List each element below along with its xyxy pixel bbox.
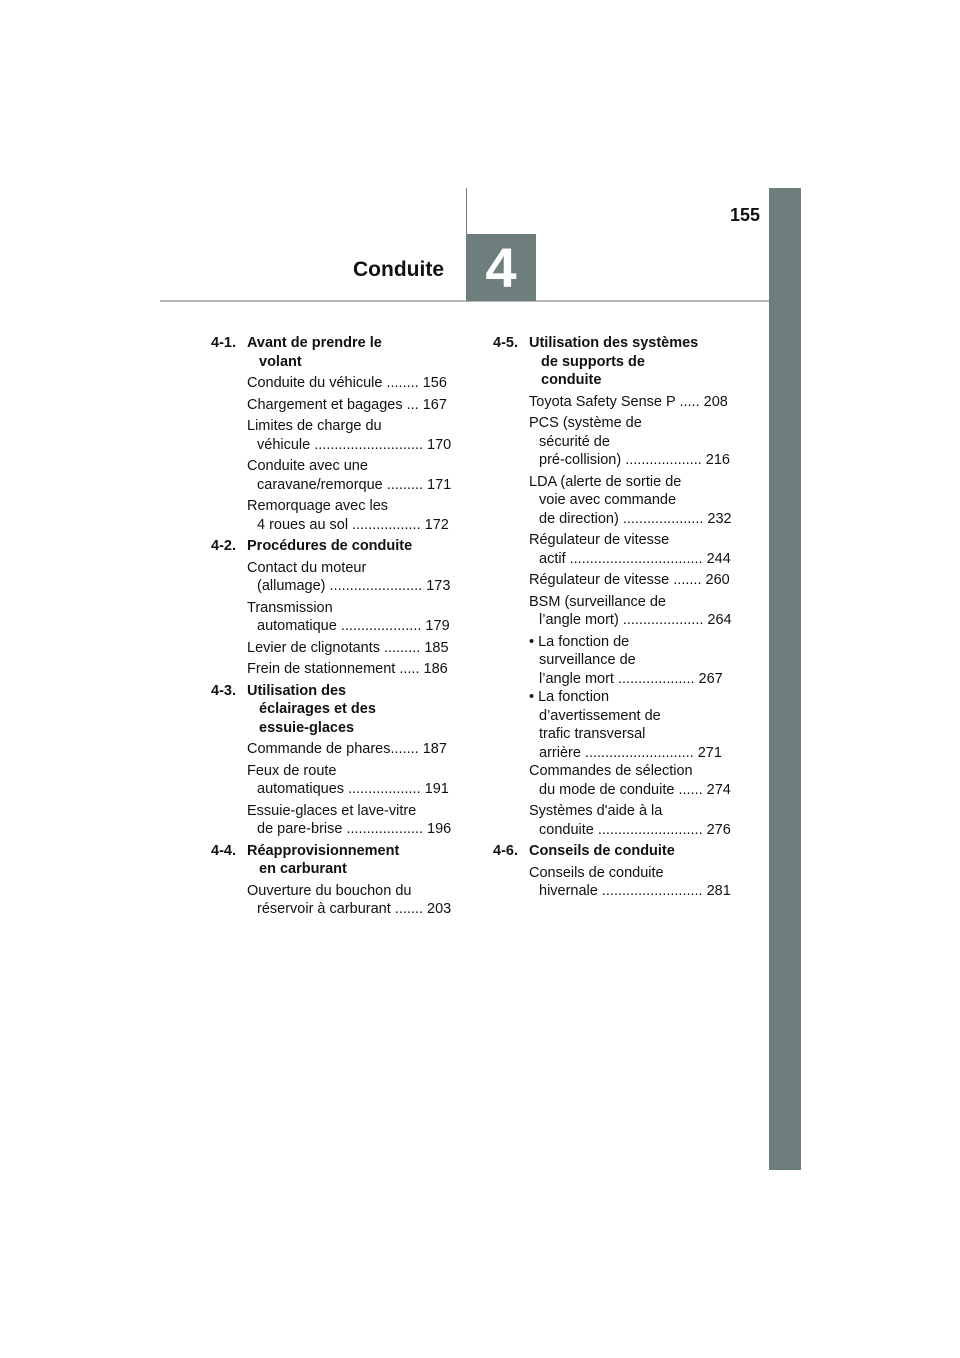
- section-title: [529, 334, 743, 390]
- toc-entry-line: BSM (surveillance de: [529, 593, 666, 610]
- toc-entry-line: Régulateur de vitesse ....... 260: [529, 572, 730, 588]
- section-number: 4-1.: [211, 335, 236, 351]
- toc-entry[interactable]: [529, 393, 743, 412]
- chapter-title: Conduite: [353, 258, 444, 281]
- section-title-line: conduite: [541, 372, 602, 388]
- toc-subentry[interactable]: [529, 688, 743, 762]
- toc-column-right: [493, 334, 743, 904]
- toc-entry[interactable]: [247, 396, 461, 415]
- section-number: 4-6.: [493, 843, 518, 859]
- toc-entry[interactable]: [247, 802, 461, 839]
- toc-entry[interactable]: [247, 559, 461, 596]
- toc-subentry[interactable]: [529, 633, 743, 689]
- toc-entry-line: Commande de phares....... 187: [247, 741, 447, 757]
- section-title: [529, 842, 743, 861]
- toc-entry-line: Transmission: [247, 599, 333, 616]
- section-title: [247, 682, 461, 738]
- toc-entry-line: Feux de route: [247, 762, 337, 779]
- toc-entry-line: Levier de clignotants ......... 185: [247, 639, 449, 656]
- toc-entry-line: actif ................................. 244: [539, 550, 731, 567]
- toc-entry-line: sécurité de: [539, 433, 610, 450]
- toc-entry[interactable]: [247, 497, 461, 534]
- toc-entry-line: trafic transversal: [539, 726, 646, 742]
- toc-entry[interactable]: [529, 473, 743, 529]
- toc-entry[interactable]: [247, 882, 461, 919]
- toc-entry[interactable]: [247, 660, 461, 679]
- section-title-line: de supports de: [541, 353, 645, 370]
- section-title: [247, 334, 461, 371]
- section-title-line: essuie-glaces: [259, 719, 355, 736]
- toc-entry-line: Conduite avec une: [247, 458, 368, 474]
- toc-entry[interactable]: [247, 457, 461, 494]
- toc-section: [211, 682, 461, 839]
- section-number: 4-4.: [211, 842, 236, 859]
- toc-entry[interactable]: [529, 593, 743, 630]
- section-number: 4-3.: [211, 682, 236, 699]
- section-title-line: Procédures de conduite: [247, 538, 413, 554]
- header-horizontal-rule: [160, 300, 769, 302]
- toc-entry[interactable]: [247, 639, 461, 658]
- toc-entry-line: Contact du moteur: [247, 559, 367, 576]
- toc-entry-line: Essuie-glaces et lave-vitre: [247, 802, 417, 819]
- section-heading: [211, 334, 461, 371]
- toc-entry-line: 4 roues au sol ................. 172: [257, 516, 449, 533]
- toc-entry-line: Conduite du véhicule ........ 156: [247, 375, 447, 391]
- toc-entry[interactable]: [247, 740, 461, 759]
- toc-entry-line: Toyota Safety Sense P ..... 208: [529, 393, 728, 410]
- toc-entry[interactable]: [529, 762, 743, 799]
- toc-entry-line: • La fonction: [529, 688, 743, 707]
- section-number: 4-5.: [493, 335, 518, 351]
- toc-entry-line: de pare-brise ................... 196: [257, 821, 452, 837]
- toc-entry[interactable]: [529, 571, 743, 590]
- toc-entry[interactable]: [529, 802, 743, 839]
- toc-entry-line: pré-collision) ................... 216: [539, 452, 730, 468]
- toc-section: [493, 842, 743, 901]
- toc-entry-line: arrière ........................... 271: [539, 744, 722, 761]
- section-heading: [211, 682, 461, 738]
- section-title-line: en carburant: [259, 861, 347, 877]
- toc-entry-line: de direction) .................... 232: [539, 510, 732, 527]
- toc-entry-line: l’angle mort ................... 267: [539, 670, 723, 687]
- toc-entry[interactable]: [529, 531, 743, 568]
- toc-entry-line: hivernale ......................... 281: [539, 883, 731, 899]
- section-heading: [211, 537, 461, 556]
- toc-column-left: [211, 334, 461, 922]
- toc-entry-line: du mode de conduite ...... 274: [539, 781, 731, 798]
- chapter-side-tab: [769, 188, 801, 1170]
- toc-entry-line: Régulateur de vitesse: [529, 532, 670, 548]
- section-heading: [211, 842, 461, 879]
- toc-section: [211, 334, 461, 534]
- toc-entry-line: conduite .......................... 276: [539, 821, 731, 838]
- section-heading: [493, 842, 743, 861]
- section-title-line: éclairages et des: [259, 701, 376, 717]
- toc-entry-line: • La fonction de: [529, 633, 743, 652]
- toc-entry-line: Frein de stationnement ..... 186: [247, 661, 448, 677]
- toc-entry-line: véhicule ........................... 170: [257, 436, 452, 453]
- toc-entry-line: voie avec commande: [539, 492, 677, 508]
- section-title: [247, 842, 461, 879]
- toc-section: [211, 537, 461, 679]
- toc-entry[interactable]: [247, 417, 461, 454]
- section-title-line: Conseils de conduite: [529, 843, 675, 859]
- section-title-line: Réapprovisionnement: [247, 842, 400, 859]
- section-title-line: Avant de prendre le: [247, 335, 382, 351]
- toc-entry[interactable]: [247, 762, 461, 799]
- toc-section: [211, 842, 461, 919]
- toc-entry-line: automatiques .................. 191: [257, 781, 449, 797]
- section-number: 4-2.: [211, 538, 236, 554]
- header-vertical-rule: [466, 188, 467, 234]
- toc-entry-line: Remorquage avec les: [247, 498, 389, 514]
- toc-entry-line: Commandes de sélection: [529, 763, 693, 779]
- page-number: 155: [729, 205, 760, 225]
- toc-entry-line: d’avertissement de: [539, 707, 661, 724]
- toc-entry-line: Systèmes d'aide à la: [529, 803, 663, 819]
- toc-entry[interactable]: [529, 864, 743, 901]
- toc-entry-line: Ouverture du bouchon du: [247, 882, 412, 899]
- chapter-number-box: 4: [466, 234, 536, 301]
- toc-entry-line: l’angle mort) .................... 264: [539, 612, 732, 628]
- toc-entry-line: Conseils de conduite: [529, 864, 664, 881]
- section-title-line: volant: [259, 353, 302, 370]
- toc-section: [493, 334, 743, 839]
- toc-entry[interactable]: [247, 599, 461, 636]
- toc-entry-line: Chargement et bagages ... 167: [247, 396, 447, 413]
- toc-entry-line: réservoir à carburant ....... 203: [257, 901, 452, 917]
- toc-entry-line: LDA (alerte de sortie de: [529, 473, 682, 490]
- toc-entry-line: Limites de charge du: [247, 418, 382, 434]
- section-title: [247, 537, 461, 556]
- toc-entry[interactable]: [529, 414, 743, 470]
- section-title-line: Utilisation des: [247, 682, 347, 699]
- toc-entry-line: caravane/remorque ......... 171: [257, 476, 452, 493]
- section-heading: [493, 334, 743, 390]
- toc-entry-line: surveillance de: [539, 652, 636, 668]
- toc-entry-line: PCS (système de: [529, 415, 642, 431]
- toc-entry[interactable]: [247, 374, 461, 393]
- toc-entry-line: (allumage) ....................... 173: [257, 578, 451, 594]
- section-title-line: Utilisation des systèmes: [529, 335, 699, 351]
- toc-entry-line: automatique .................... 179: [257, 618, 450, 634]
